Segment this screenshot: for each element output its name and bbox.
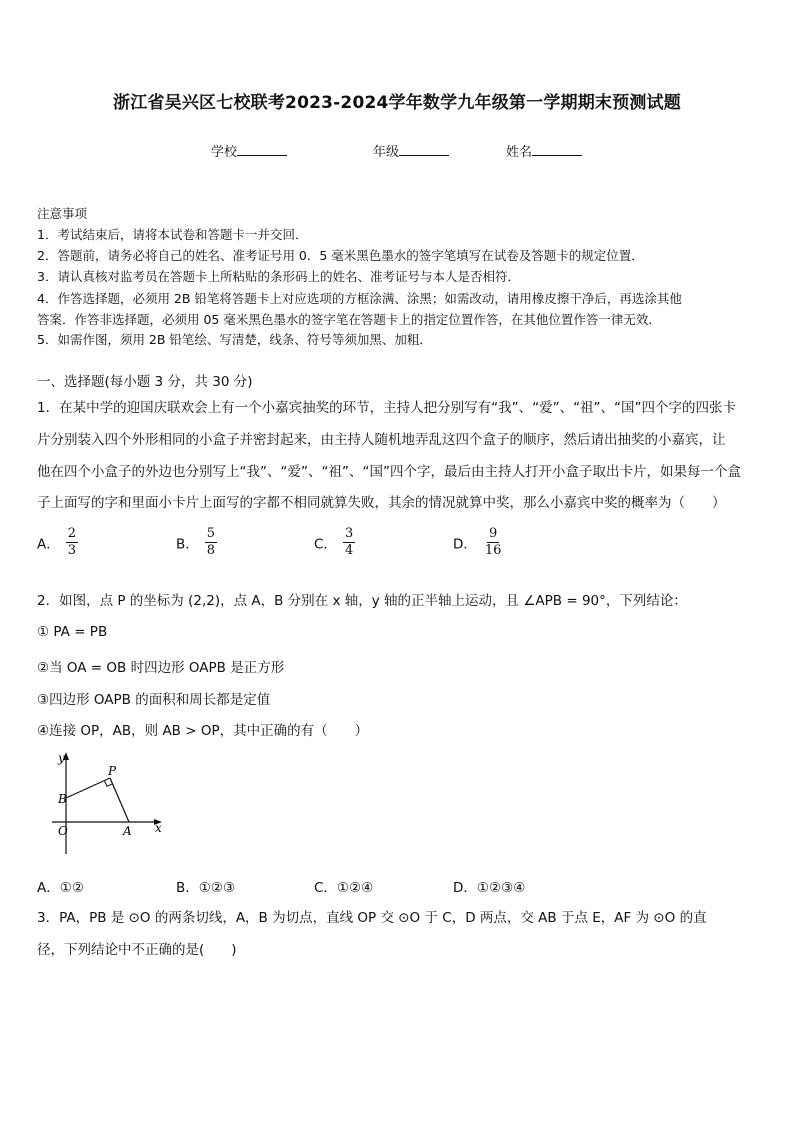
fraction [483,526,504,559]
q2-option-a: A．①② [37,880,84,896]
numerator: 5 [206,526,216,541]
q2-figure [44,750,170,856]
numerator: 9 [489,526,498,541]
fraction [205,526,217,559]
school-field [211,141,287,160]
q1-line: 子上面写的字和里面小卡片上面写的字都不相同就算失败，其余的情况就算中奖，那么小嘉宾中奖的概率为（ ） [37,495,726,511]
q1-option-c [314,526,355,559]
notice-item: 答案．作答非选择题，必须用 05 毫米黑色墨水的签字笔在答题卡上的指定位置作答，在其他位置作答一律无效． [37,312,661,327]
option-label: C． [314,536,337,553]
grade-label: 年级 [373,145,400,160]
label-p: P [108,764,117,778]
section-heading: 一、选择题(每小题 3 分，共 30 分) [37,374,253,390]
q2-option-d: D．①②③④ [453,880,526,896]
denominator: 16 [484,543,502,558]
q1-line: 片分别装入四个外形相同的小盒子并密封起来，由主持人随机地弄乱这四个盒子的顺序，然后请出抽奖的小嘉宾，让 [37,432,726,448]
q2-option-b: B．①②③ [176,880,236,896]
fraction [343,526,355,559]
notice-heading: 注意事项 [37,206,88,221]
notice-item: 2．答题前，请务必将自己的姓名、准考证号用 0．5 毫米黑色墨水的签字笔填写在试卷及答题卡的规定位置． [37,248,644,263]
q2-statement-4: ④连接 OP，AB，则 AB > OP，其中正确的有（ ） [37,723,369,739]
name-label: 姓名 [506,145,533,160]
notice-item: 3．请认真核对监考员在答题卡上所粘贴的条形码上的姓名、准考证号与本人是否相符． [37,269,520,284]
q2-stem: 2．如图，点 P 的坐标为 (2,2)，点 A，B 分别在 x 轴，y 轴的正半轴上运动，且 ∠APB = 90°，下列结论： [37,593,687,609]
label-a: A [123,824,132,838]
label-x: x [155,821,162,835]
denominator: 8 [206,543,216,558]
q3-line: 3．PA，PB 是 ⊙O 的两条切线，A，B 为切点，直线 OP 交 ⊙O 于 C，D 两点，交 AB 于点 E，AF 为 ⊙O 的直 [37,910,707,926]
notice-item: 4．作答选择题，必须用 2B 铅笔将答题卡上对应选项的方框涂满、涂黑；如需改动，请用橡皮擦干净后，再选涂其他 [37,291,682,306]
option-label: D． [453,536,477,553]
q2-statement-1: ① PA = PB [37,624,108,640]
q2-statement-2: ②当 OA = OB 时四边形 OAPB 是正方形 [37,660,285,676]
page-title: 浙江省吴兴区七校联考2023-2024学年数学九年级第一学期期末预测试题 [113,93,681,113]
numerator: 3 [344,526,354,541]
denominator: 3 [67,543,77,558]
q2-statement-3: ③四边形 OAPB 的面积和周长都是定值 [37,692,271,708]
notice-item: 1．考试结束后，请将本试卷和答题卡一并交回． [37,227,308,242]
name-blank [532,143,582,156]
label-b: B [58,792,67,806]
school-label: 学校 [211,145,238,160]
grade-blank [399,143,449,156]
fraction [66,526,78,559]
notice-item: 5．如需作图，须用 2B 铅笔绘、写清楚，线条、符号等须加黑、加粗． [37,332,432,347]
segment-bp [66,778,110,798]
segment-pa [110,778,129,822]
q1-option-b [176,526,217,559]
q1-line: 1．在某中学的迎国庆联欢会上有一个小嘉宾抽奖的环节，主持人把分别写有“我”、“爱”、“祖”、“国”四个字的四张卡 [37,400,737,416]
name-field [506,141,582,160]
q1-option-a [37,526,78,559]
q2-option-c: C．①②④ [314,880,374,896]
label-y: y [58,751,65,765]
denominator: 4 [344,543,354,558]
numerator: 2 [67,526,77,541]
q1-option-d [453,526,503,559]
option-label: A． [37,536,60,553]
q1-line: 他在四个小盒子的外边也分别写上“我”、“爱”、“祖”、“国”四个字，最后由主持人打开小盒子取出卡片，如果每一个盒 [37,464,741,480]
school-blank [237,143,287,156]
q3-line: 径，下列结论中不正确的是( ) [37,942,237,958]
label-o: O [58,824,68,838]
option-label: B． [176,536,199,553]
grade-field [373,141,449,160]
